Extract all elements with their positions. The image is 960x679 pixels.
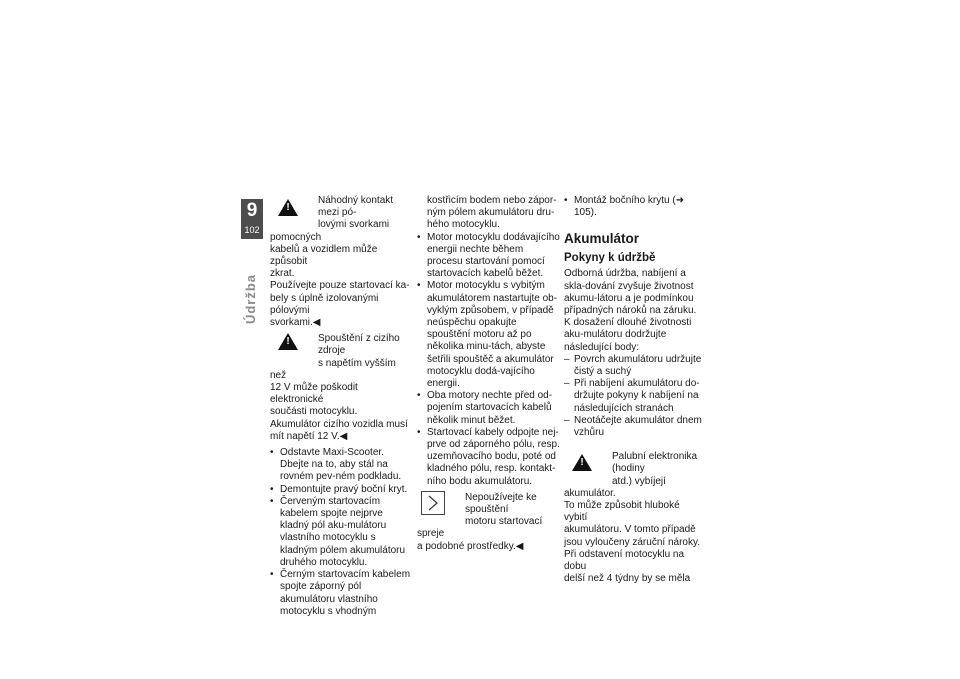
list-item: – Povrch akumulátoru udržujte čistý a suchý bbox=[564, 353, 702, 378]
list-item: • Odstavte Maxi-Scooter. Dbejte na to, aby stál na rovném pev-ném podkladu. bbox=[270, 447, 402, 483]
warning-2-text: Spouštění z cizího zdroje s napětím vyšším než 12 V může poškodit elektronické součásti motocyklu. Akumulátor cizího vozidla musí mít napětí 12 V.◀ bbox=[270, 333, 408, 442]
warning-1-text: Náhodný kontakt mezi pó- lovými svorkami pomocných kabelů a vozidlem může způsobit zkrat. Používejte pouze startovací ka- bely s úplně izolovanými pólovými svorkami.◀ bbox=[270, 195, 410, 329]
dash-list bbox=[564, 354, 702, 439]
step-list bbox=[564, 195, 702, 219]
list-item: • Motor motocyklu s vybitým akumulátorem nastartujte ob-vyklým způsobem, v případě neúspěchu opakujte spouštění motoru až po několika minu-tách, abyste šetřili spouštěč a akumulátor motocyklu dodá-vajícího energii. bbox=[417, 280, 558, 390]
section-side-label: Údržba bbox=[243, 273, 258, 325]
list-item: • Montáž bočního krytu (➜ 105). bbox=[564, 195, 685, 219]
list-item: • Červeným startovacím kabelem spojte nejprve kladný pól aku-mulátoru vlastního motocyklu s kladným pólem akumulátoru druhého motocyklu. bbox=[270, 495, 406, 568]
column-1 bbox=[270, 195, 412, 618]
section-heading: Akumulátor bbox=[564, 231, 640, 247]
note-icon bbox=[417, 489, 459, 515]
warning-icon: ! bbox=[270, 196, 312, 222]
warning-icon: ! bbox=[564, 451, 606, 477]
page-number: 102 bbox=[244, 225, 260, 235]
subsection-heading: Pokyny k údržbě bbox=[564, 252, 656, 265]
continued-text: kostřicím bodem nebo zápor-ným pólem akumulátoru dru-hého motocyklu. bbox=[427, 195, 557, 231]
list-item: – Při nabíjení akumulátoru do-držujte pokyny k nabíjení na následujících stranách bbox=[564, 378, 700, 414]
step-list bbox=[417, 232, 560, 488]
list-item: • Černým startovacím kabelem spojte záporný pól akumulátoru vlastního motocyklu s vhodným bbox=[270, 569, 411, 617]
warning-icon: ! bbox=[270, 330, 312, 356]
note-text: Nepoužívejte ke spouštění motoru startovací spreje a podobné prostředky.◀ bbox=[417, 491, 543, 552]
column-2 bbox=[417, 195, 560, 553]
list-item: • Motor motocyklu dodávajícího energii nechte během procesu startování pomocí startovacích kabelů běžet. bbox=[417, 231, 560, 280]
step-list bbox=[270, 447, 412, 618]
column-3 bbox=[564, 195, 702, 585]
list-item: • Startovací kabely odpojte nej-prve od záporného pólu, resp. uzemňovacího bodu, poté od kladného pólu, resp. kontakt-ního bodu akumulátoru. bbox=[417, 426, 560, 487]
paragraph: Odborná údržba, nabíjení a skla-dování zvyšuje životnost akumu-látoru a je podmínkou případných nároků na záruku. bbox=[564, 268, 697, 317]
list-item: • Demontujte pravý boční kryt. bbox=[270, 483, 408, 495]
chapter-number: 9 bbox=[246, 200, 258, 221]
list-item: • Oba motory nechte před od-pojením startovacích kabelů několik minut běžet. bbox=[417, 390, 553, 426]
warning-3-text: Palubní elektronika (hodiny atd.) vybíjejí akumulátor. To může způsobit hluboké vybití akumulátoru. V tomto případě jsou vyloučeny záruční nároky. Při odstavení motocyklu na dobu delší než 4 týdny by se měla bbox=[564, 451, 700, 585]
list-item: – Neotáčejte akumulátor dnem vzhůru bbox=[564, 414, 702, 439]
paragraph: K dosažení dlouhé životnosti aku-mulátoru dodržujte následující body: bbox=[564, 317, 692, 353]
